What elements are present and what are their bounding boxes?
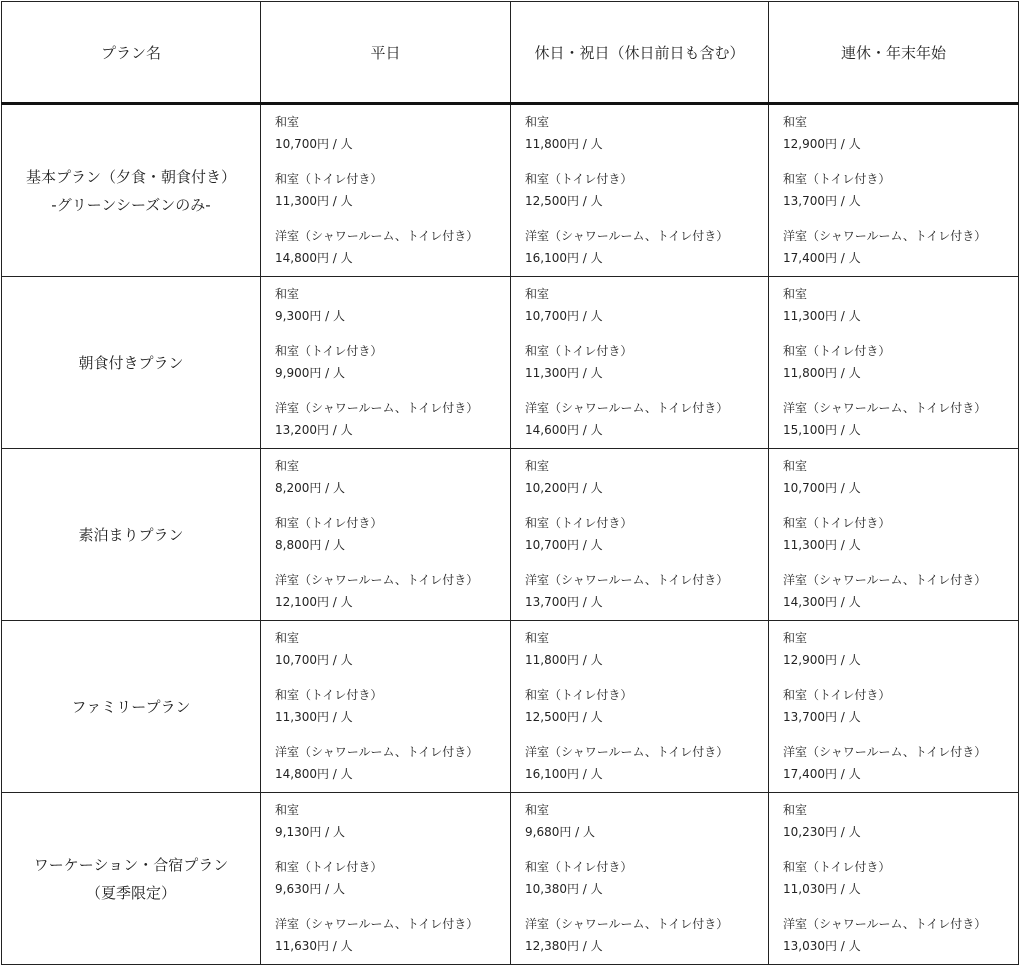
room-price: 12,500円 / 人 [525,194,603,208]
room-price: 10,700円 / 人 [275,137,353,151]
room-entry [769,384,1018,441]
room-entry [769,900,1018,957]
header-plan-name: プラン名 [2,2,261,104]
plan-row [2,449,1019,621]
room-price: 14,600円 / 人 [525,423,603,437]
room-price: 10,230円 / 人 [783,825,861,839]
room-entry [769,449,1018,499]
room-entry [511,499,768,556]
room-price: 13,700円 / 人 [783,710,861,724]
room-entry [511,671,768,728]
room-type: 和室（トイレ付き） [275,172,383,186]
room-type: 和室（トイレ付き） [525,516,633,530]
room-entry [261,900,510,957]
room-entry [261,621,510,671]
room-price: 13,200円 / 人 [275,423,353,437]
room-price: 8,200円 / 人 [275,481,346,495]
room-entry [261,105,510,155]
price-cell-long-holiday [769,449,1019,621]
room-type: 和室（トイレ付き） [783,172,891,186]
room-entry [261,327,510,384]
room-price: 9,130円 / 人 [275,825,346,839]
price-cell-long-holiday [769,621,1019,793]
room-price: 14,800円 / 人 [275,251,353,265]
room-price: 9,900円 / 人 [275,366,346,380]
plan-name-line: 基本プラン（夕食・朝食付き） [25,167,236,186]
room-type: 和室 [783,287,808,301]
room-entry [261,728,510,785]
room-entry [511,728,768,785]
price-cell-holiday [511,104,769,277]
room-type: 和室（トイレ付き） [525,172,633,186]
room-entry [261,212,510,269]
room-type: 和室（トイレ付き） [275,688,383,702]
room-price: 11,300円 / 人 [783,538,861,552]
room-price: 10,380円 / 人 [525,882,603,896]
room-price: 10,200円 / 人 [525,481,603,495]
room-type: 洋室（シャワールーム、トイレ付き） [525,573,729,587]
room-entry [769,728,1018,785]
price-cell-long-holiday [769,277,1019,449]
room-entry [769,843,1018,900]
room-price: 15,100円 / 人 [783,423,861,437]
room-entry [261,449,510,499]
room-price: 11,300円 / 人 [783,309,861,323]
room-entry [511,621,768,671]
price-cell-weekday [261,793,511,965]
plan-name-cell [2,277,261,449]
room-price: 11,300円 / 人 [275,194,353,208]
plan-name-line: （夏季限定） [85,883,176,902]
room-price: 11,300円 / 人 [275,710,353,724]
room-price: 11,300円 / 人 [525,366,603,380]
room-price: 12,100円 / 人 [275,595,353,609]
room-price: 13,030円 / 人 [783,939,861,953]
room-type: 和室（トイレ付き） [783,688,891,702]
room-type: 和室（トイレ付き） [525,860,633,874]
room-price: 14,800円 / 人 [275,767,353,781]
room-entry [511,793,768,843]
room-type: 和室 [275,115,300,129]
room-entry [511,155,768,212]
room-entry [511,900,768,957]
plan-name-line: 朝食付きプラン [78,353,184,372]
room-type: 和室 [525,631,550,645]
room-type: 洋室（シャワールーム、トイレ付き） [783,229,987,243]
room-entry [769,212,1018,269]
room-price: 11,800円 / 人 [525,137,603,151]
room-price: 12,500円 / 人 [525,710,603,724]
room-entry [769,277,1018,327]
room-type: 和室（トイレ付き） [275,860,383,874]
room-price: 13,700円 / 人 [783,194,861,208]
price-cell-holiday [511,449,769,621]
room-type: 洋室（シャワールーム、トイレ付き） [275,573,479,587]
room-entry [769,671,1018,728]
price-cell-holiday [511,621,769,793]
room-entry [511,384,768,441]
room-entry [261,384,510,441]
price-cell-weekday [261,449,511,621]
room-type: 和室 [525,115,550,129]
header-weekday: 平日 [261,2,511,104]
room-type: 洋室（シャワールーム、トイレ付き） [275,917,479,931]
room-entry [769,499,1018,556]
room-entry [261,155,510,212]
room-entry [769,793,1018,843]
room-entry [769,155,1018,212]
room-entry [261,556,510,613]
room-type: 洋室（シャワールーム、トイレ付き） [783,745,987,759]
room-price: 12,900円 / 人 [783,653,861,667]
room-entry [511,327,768,384]
room-type: 和室 [783,115,808,129]
room-type: 和室（トイレ付き） [525,344,633,358]
plan-row [2,793,1019,965]
room-entry [769,327,1018,384]
room-price: 12,380円 / 人 [525,939,603,953]
plan-price-table [1,1,1019,965]
room-price: 11,630円 / 人 [275,939,353,953]
plan-name-line: ワーケーション・合宿プラン [33,855,229,874]
room-type: 和室 [783,803,808,817]
room-price: 8,800円 / 人 [275,538,346,552]
room-type: 洋室（シャワールーム、トイレ付き） [783,401,987,415]
room-type: 洋室（シャワールーム、トイレ付き） [783,573,987,587]
room-price: 10,700円 / 人 [275,653,353,667]
room-type: 和室 [275,287,300,301]
room-type: 和室（トイレ付き） [525,688,633,702]
room-entry [511,449,768,499]
room-price: 9,680円 / 人 [525,825,596,839]
room-entry [511,105,768,155]
room-type: 和室（トイレ付き） [275,516,383,530]
plan-row [2,104,1019,277]
room-type: 和室（トイレ付き） [783,860,891,874]
price-cell-weekday [261,277,511,449]
room-price: 16,100円 / 人 [525,251,603,265]
room-entry [769,621,1018,671]
room-type: 和室 [275,803,300,817]
room-type: 和室 [783,459,808,473]
room-price: 12,900円 / 人 [783,137,861,151]
room-price: 11,800円 / 人 [783,366,861,380]
room-type: 和室 [783,631,808,645]
room-price: 16,100円 / 人 [525,767,603,781]
header-row [2,2,1019,104]
plan-name-cell [2,449,261,621]
room-type: 洋室（シャワールーム、トイレ付き） [783,917,987,931]
header-long-holiday: 連休・年末年始 [769,2,1019,104]
room-entry [261,793,510,843]
room-price: 10,700円 / 人 [525,538,603,552]
room-entry [261,843,510,900]
room-entry [261,671,510,728]
room-type: 洋室（シャワールーム、トイレ付き） [275,229,479,243]
plan-name-cell [2,621,261,793]
room-type: 和室 [275,459,300,473]
room-type: 和室（トイレ付き） [275,344,383,358]
plan-row [2,621,1019,793]
room-entry [769,105,1018,155]
room-price: 9,630円 / 人 [275,882,346,896]
room-type: 洋室（シャワールーム、トイレ付き） [525,745,729,759]
room-type: 和室（トイレ付き） [783,516,891,530]
room-type: 洋室（シャワールーム、トイレ付き） [525,229,729,243]
room-price: 14,300円 / 人 [783,595,861,609]
price-cell-weekday [261,104,511,277]
room-type: 和室（トイレ付き） [783,344,891,358]
room-entry [511,277,768,327]
plan-name-line: -グリーンシーズンのみ- [51,195,211,214]
room-type: 洋室（シャワールーム、トイレ付き） [525,401,729,415]
room-type: 洋室（シャワールーム、トイレ付き） [275,745,479,759]
price-cell-holiday [511,277,769,449]
room-type: 洋室（シャワールーム、トイレ付き） [275,401,479,415]
room-price: 17,400円 / 人 [783,251,861,265]
room-price: 11,800円 / 人 [525,653,603,667]
plan-name-cell [2,793,261,965]
price-cell-long-holiday [769,793,1019,965]
price-cell-holiday [511,793,769,965]
room-type: 和室 [275,631,300,645]
room-price: 10,700円 / 人 [783,481,861,495]
room-entry [261,499,510,556]
room-price: 11,030円 / 人 [783,882,861,896]
room-type: 和室 [525,459,550,473]
room-price: 10,700円 / 人 [525,309,603,323]
plan-name-line: ファミリープラン [71,697,191,716]
plan-name-line: 素泊まりプラン [78,525,184,544]
room-entry [261,277,510,327]
room-entry [511,556,768,613]
price-cell-long-holiday [769,104,1019,277]
price-cell-weekday [261,621,511,793]
room-entry [511,843,768,900]
room-entry [511,212,768,269]
room-price: 13,700円 / 人 [525,595,603,609]
room-entry [769,556,1018,613]
plan-name-cell [2,104,261,277]
room-price: 17,400円 / 人 [783,767,861,781]
room-type: 和室 [525,287,550,301]
plan-row [2,277,1019,449]
room-type: 洋室（シャワールーム、トイレ付き） [525,917,729,931]
room-price: 9,300円 / 人 [275,309,346,323]
header-holiday: 休日・祝日（休日前日も含む） [511,2,769,104]
room-type: 和室 [525,803,550,817]
